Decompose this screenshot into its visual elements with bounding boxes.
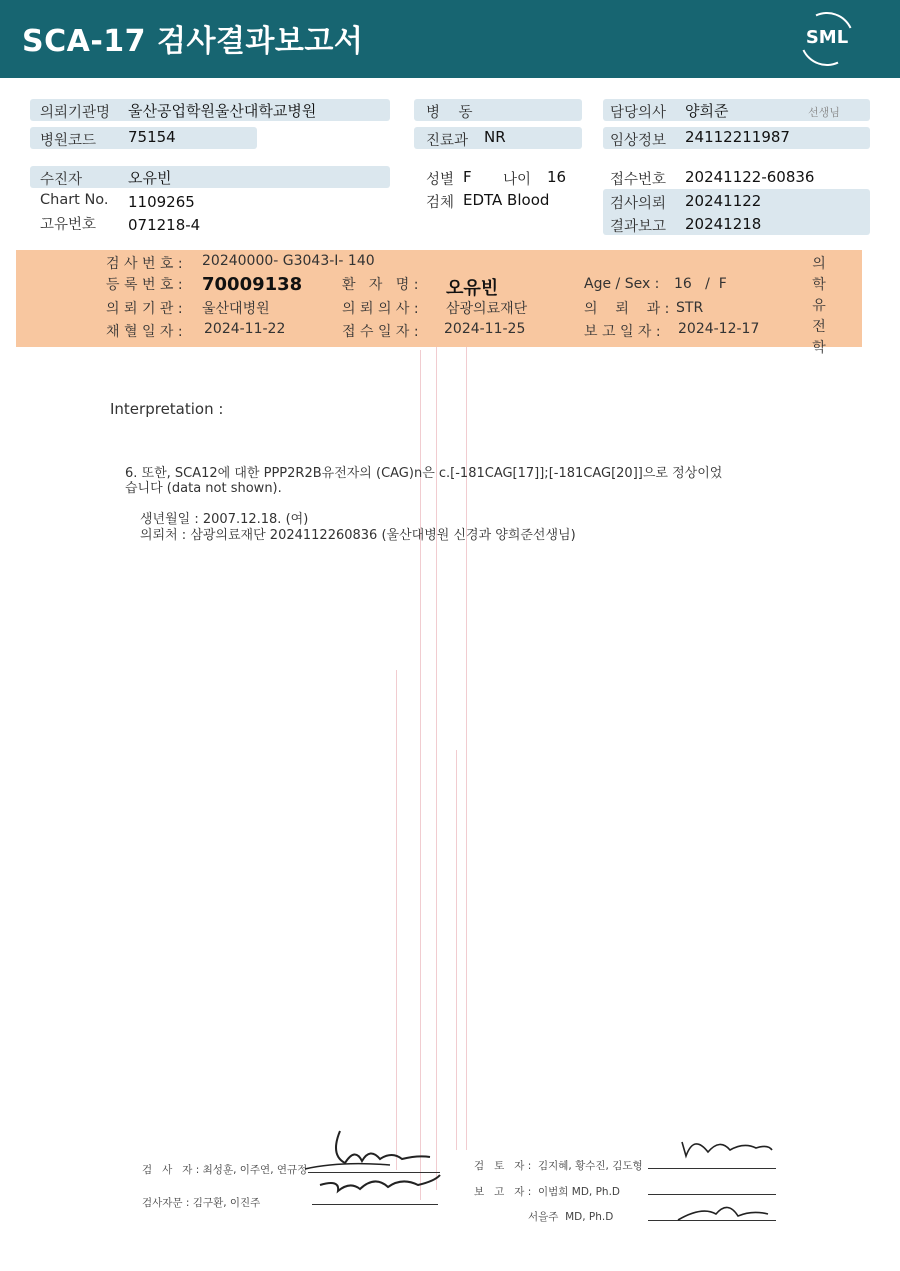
sex-label: 성별 bbox=[426, 172, 455, 188]
pill-patient bbox=[30, 166, 390, 188]
draw-date-label: 채 혈 일 자 : bbox=[106, 324, 183, 340]
test-no-value: 20240000- G3043-I- 140 bbox=[202, 253, 375, 269]
report-date-label: 결과보고 bbox=[610, 219, 667, 235]
examiner-signature-icon bbox=[300, 1125, 450, 1215]
ward-label: 병 동 bbox=[426, 105, 473, 121]
age-sex-label: Age / Sex : bbox=[584, 276, 660, 292]
dept-vertical-label: 의학유전학 bbox=[812, 256, 826, 356]
scan-report-date-label: 보 고 일 자 : bbox=[584, 324, 661, 340]
receipt-value: 20241122-60836 bbox=[685, 168, 815, 186]
recv-date-label: 접 수 일 자 : bbox=[342, 324, 419, 340]
unique-value: 071218-4 bbox=[128, 216, 201, 234]
hospital-code-label: 병원코드 bbox=[40, 133, 97, 149]
req-doctor-label: 의 뢰 의 사 : bbox=[342, 301, 419, 317]
specimen-label: 검체 bbox=[426, 195, 455, 211]
reg-no-label: 등 록 번 호 : bbox=[106, 277, 183, 293]
org-value: 울산대병원 bbox=[202, 301, 270, 317]
doctor-suffix: 선생님 bbox=[808, 106, 840, 119]
reporter-line: 보 고 자 : 이범희 MD, Ph.D bbox=[474, 1186, 621, 1198]
request-date-value: 20241122 bbox=[685, 192, 762, 210]
recv-date-value: 2024-11-25 bbox=[444, 321, 526, 337]
scan-patient-value: 오유빈 bbox=[446, 278, 499, 299]
hospital-code-value: 75154 bbox=[128, 128, 176, 146]
req-dept-label: 의 뢰 과 : bbox=[584, 301, 670, 317]
test-no-label: 검 사 번 호 : bbox=[106, 256, 183, 272]
scan-streak bbox=[436, 290, 437, 1190]
patient-label: 수진자 bbox=[40, 172, 83, 188]
chart-label: Chart No. bbox=[40, 192, 109, 208]
org-label: 의 뢰 기 관 : bbox=[106, 301, 183, 317]
unique-label: 고유번호 bbox=[40, 217, 97, 233]
draw-date-value: 2024-11-22 bbox=[204, 321, 286, 337]
advisor-line: 검사자문 : 김구환, 이진주 bbox=[142, 1197, 261, 1209]
scan-header bbox=[16, 250, 862, 356]
examiner-line: 검 사 자 : 최성훈, 이주연, 연규정 bbox=[142, 1164, 308, 1176]
logo-text: SML bbox=[805, 27, 849, 48]
scan-report-date-value: 2024-12-17 bbox=[678, 321, 760, 337]
interpretation-line-2: 습니다 (data not shown). bbox=[125, 481, 282, 496]
age-value: 16 bbox=[547, 168, 567, 186]
dept-value: NR bbox=[484, 128, 506, 146]
sex-value: F bbox=[463, 168, 472, 186]
reg-no-value: 70009138 bbox=[202, 274, 303, 295]
interpretation-heading: Interpretation : bbox=[110, 400, 224, 418]
clinical-label: 임상정보 bbox=[610, 133, 667, 149]
interpretation-line-1: 6. 또한, SCA12에 대한 PPP2R2B유전자의 (CAG)n은 c.[-181CAG[17]];[-181CAG[20]]으로 정상이었 bbox=[125, 466, 723, 481]
sml-logo bbox=[800, 12, 854, 66]
dept-label: 진료과 bbox=[426, 133, 469, 149]
clinical-value: 24112211987 bbox=[685, 128, 790, 146]
scan-streak bbox=[466, 270, 467, 1150]
scan-patient-label: 환 자 명 : bbox=[342, 277, 419, 293]
specimen-value: EDTA Blood bbox=[463, 191, 550, 209]
report-header-bar bbox=[0, 0, 900, 78]
patient-value: 오유빈 bbox=[128, 169, 172, 187]
report-title: SCA-17 검사결과보고서 bbox=[22, 24, 364, 59]
receipt-label: 접수번호 bbox=[610, 172, 667, 188]
birth-date-note: 생년월일 : 2007.12.18. (여) bbox=[140, 512, 309, 527]
doctor-value: 양희준 bbox=[685, 102, 729, 120]
report-date-value: 20241218 bbox=[685, 215, 762, 233]
reviewer-line: 검 토 자 : 김지혜, 황수진, 김도형 bbox=[474, 1160, 643, 1172]
reviewer-signature-icon bbox=[672, 1126, 782, 1236]
scan-streak bbox=[456, 750, 457, 1150]
age-sex-value: 16 / F bbox=[674, 276, 727, 292]
chart-value: 1109265 bbox=[128, 193, 195, 211]
req-doctor-value: 삼광의료재단 bbox=[446, 301, 528, 317]
requesting-org-label: 의뢰기관명 bbox=[40, 105, 111, 121]
reporter2-line: 서을주 MD, Ph.D bbox=[528, 1211, 614, 1223]
scan-streak bbox=[396, 670, 397, 1170]
referral-note: 의뢰처 : 삼광의료재단 2024112260836 (울산대병원 신경과 양희준선생님) bbox=[140, 528, 576, 543]
request-date-label: 검사의뢰 bbox=[610, 196, 667, 212]
requesting-org-value: 울산공업학원울산대학교병원 bbox=[128, 102, 317, 120]
doctor-label: 담당의사 bbox=[610, 105, 667, 121]
req-dept-value: STR bbox=[676, 300, 704, 316]
age-label: 나이 bbox=[503, 172, 532, 188]
